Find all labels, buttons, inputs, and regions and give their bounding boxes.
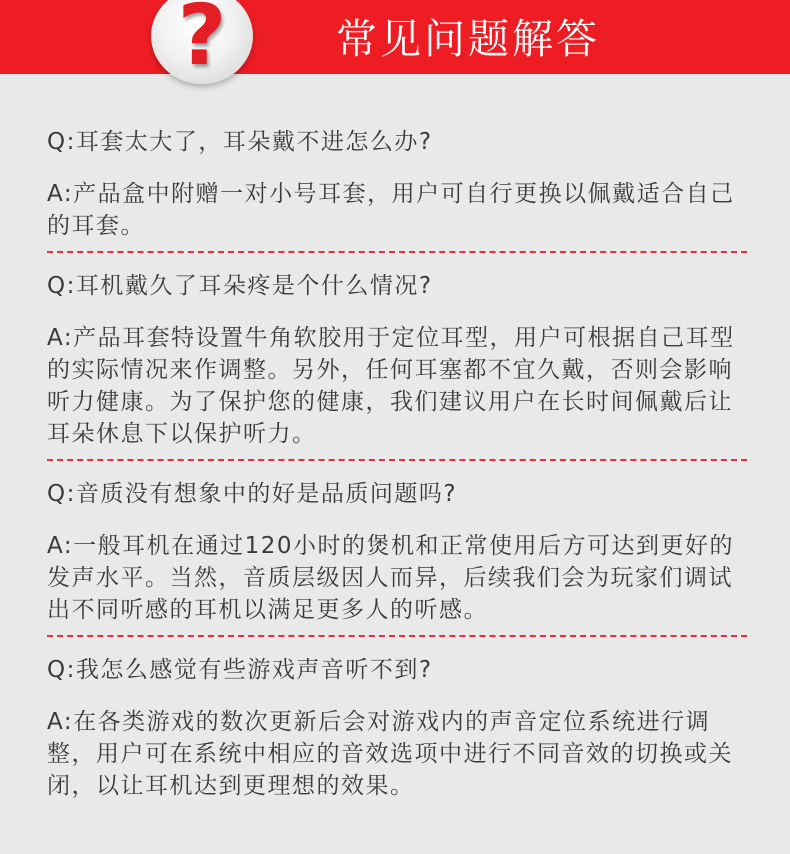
faq-item <box>47 270 747 450</box>
faq-answer: A:产品耳套特设置牛角软胶用于定位耳型，用户可根据自己耳型的实际情况来作调整。另外，任何耳塞都不宜久戴，否则会影响听力健康。为了保护您的健康，我们建议用户在长时间佩戴后让耳朵休息下以保护听力。 <box>47 325 735 447</box>
question-mark-icon: ? <box>177 0 227 84</box>
faq-answer: A:产品盒中附赠一对小号耳套，用户可自行更换以佩戴适合自己的耳套。 <box>47 181 735 239</box>
faq-answer: A:一般耳机在通过120小时的煲机和正常使用后方可达到更好的发声水平。当然，音质层级因人而异，后续我们会为玩家们调试出不同听感的耳机以满足更多人的听感。 <box>47 533 734 623</box>
faq-item <box>47 478 747 626</box>
faq-item <box>47 654 747 802</box>
faq-question: Q:我怎么感觉有些游戏声音听不到? <box>47 657 433 683</box>
dashed-divider <box>47 459 747 461</box>
faq-question: Q:音质没有想象中的好是品质问题吗? <box>47 481 458 507</box>
dashed-divider <box>47 635 747 637</box>
faq-question: Q:耳套太大了，耳朵戴不进怎么办? <box>47 129 433 155</box>
dashed-divider <box>47 251 747 253</box>
faq-answer: A:在各类游戏的数次更新后会对游戏内的声音定位系统进行调整，用户可在系统中相应的音效选项中进行不同音效的切换或关闭，以让耳机达到更理想的效果。 <box>47 709 733 799</box>
header-bar <box>0 0 790 74</box>
page-title: 常见问题解答 <box>336 15 600 63</box>
faq-item <box>47 126 747 242</box>
question-mark-badge <box>151 0 253 84</box>
faq-question: Q:耳机戴久了耳朵疼是个什么情况? <box>47 273 433 299</box>
